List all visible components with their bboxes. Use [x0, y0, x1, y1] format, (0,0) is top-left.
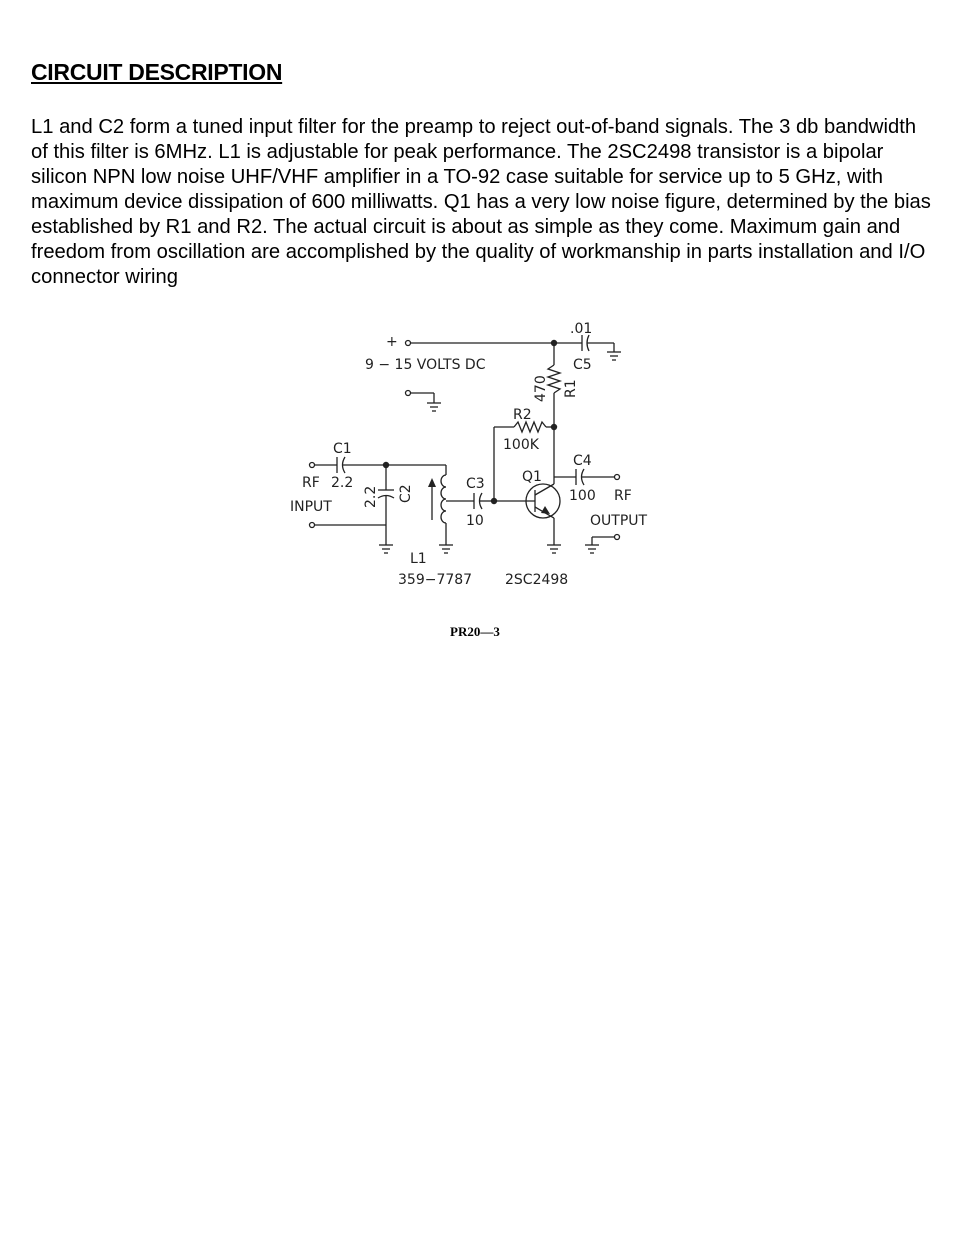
output-label: OUTPUT [590, 513, 648, 529]
r2-value-label: 100K [503, 437, 539, 453]
rf-output-label: RF [614, 488, 632, 504]
input-label: INPUT [290, 499, 332, 515]
preamp-schematic [280, 310, 680, 600]
c5-value-label: .01 [570, 321, 593, 337]
q1-label: Q1 [522, 469, 542, 485]
r2-label: R2 [513, 407, 532, 423]
c2-label: C2 [398, 484, 414, 503]
c4-value-label: 100 [569, 488, 596, 504]
c3-value-label: 10 [466, 513, 484, 529]
c1-label: C1 [333, 441, 352, 457]
supply-plus-label: + [386, 334, 398, 350]
figure-caption: PR20—3 [450, 624, 500, 639]
c3-label: C3 [466, 476, 485, 492]
r1-value-label: 470 [533, 375, 549, 402]
c4-label: C4 [573, 453, 592, 469]
circuit-description-paragraph: L1 and C2 form a tuned input filter for the preamp to reject out-of-band signals. The 3 db bandwidth of this filter is 6MHz. L1 is adjustable for peak performance. The 2SC2498 transistor is a bipolar silicon NPN low noise UHF/VHF amplifier in a TO-92 case suitable for service up to 5 GHz, with maximum device dissipation of 600 milliwatts. Q1 has a very low noise figure, determined by the bias established by R1 and R2. The actual circuit is about as simple as they come. Maximum gain and freedom from oscillation are accomplished by the quality of workmanship in parts installation and I/O connector wiring [31, 116, 931, 288]
c5-label: C5 [573, 357, 592, 373]
r1-label: R1 [563, 379, 579, 398]
supply-voltage-label: 9 − 15 VOLTS DC [365, 357, 486, 373]
l1-label: L1 [410, 551, 427, 567]
q1-part-number: 2SC2498 [505, 572, 569, 588]
c1-value-label: 2.2 [331, 475, 354, 491]
c2-value-label: 2.2 [363, 485, 379, 508]
rf-input-label: RF [302, 475, 320, 491]
l1-part-number: 359−7787 [398, 572, 473, 588]
page-heading: CIRCUIT DESCRIPTION [31, 59, 283, 85]
